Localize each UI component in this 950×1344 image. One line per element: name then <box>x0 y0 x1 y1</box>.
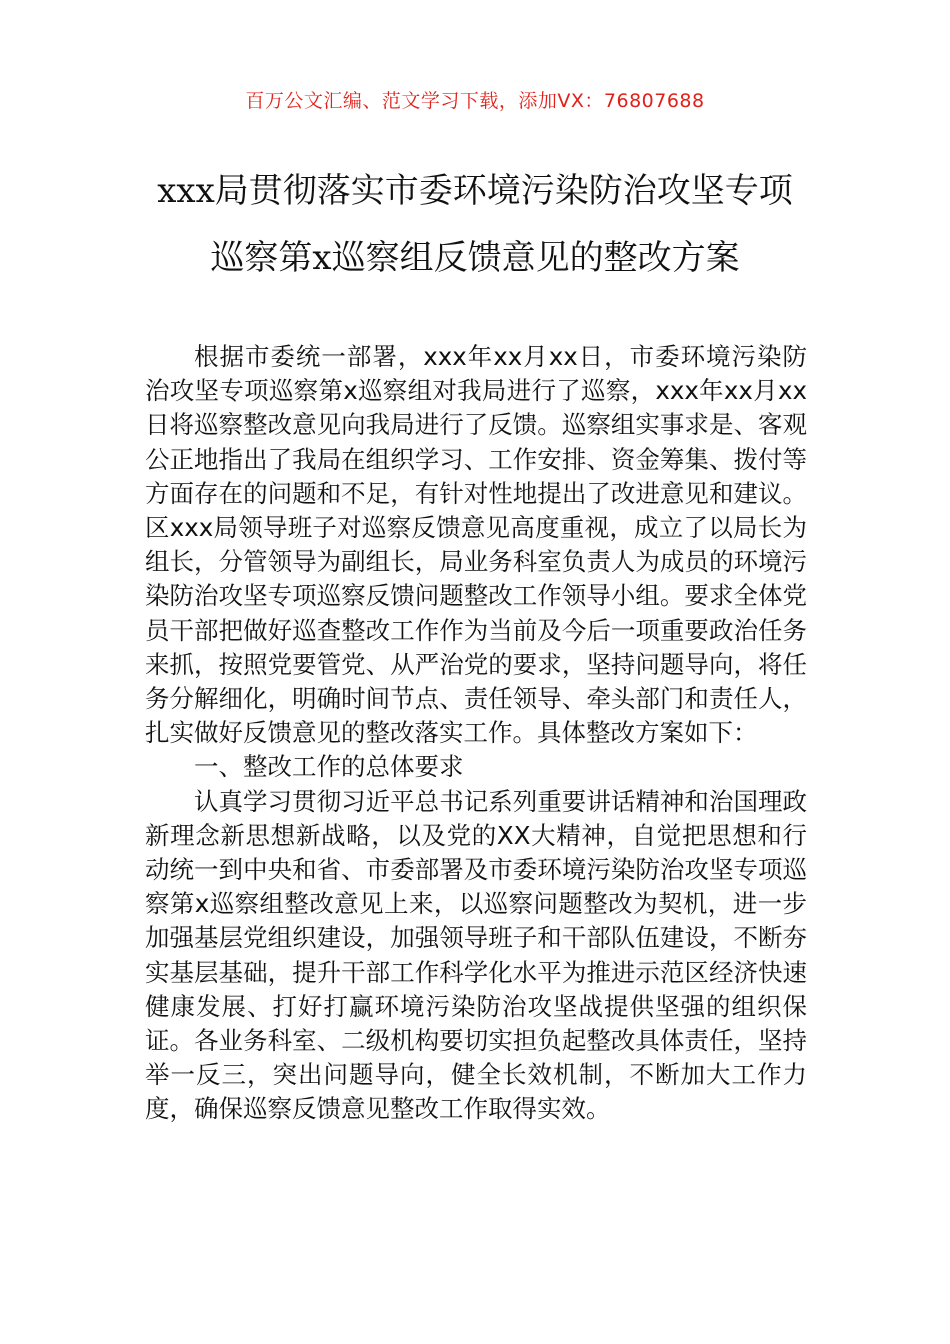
section-heading-1: 一、整改工作的总体要求 <box>194 752 464 782</box>
title-line-1: xxx局贯彻落实市委环境污染防治攻坚专项 <box>157 171 793 211</box>
watermark-banner: 百万公文汇编、范文学习下载，添加VX：76807688 <box>245 90 705 112</box>
document-title <box>100 158 850 292</box>
paragraph-intro: 根据市委统一部署，xxx年xx月xx日，市委环境污染防治攻坚专项巡察第x巡察组对我局进行了巡察，xxx年xx月xx日将巡察整改意见向我局进行了反馈。巡察组实事求是、客观公正地指出了我局在组织学习、工作安排、资金筹集、拨付等方面存在的问题和不足，有针对性地提出了改进意见和建议。区xxx局领导班子对巡察反馈意见高度重视，成立了以局长为组长，分管领导为副组长，局业务科室负责人为成员的环境污染防治攻坚专项巡察反馈问题整改工作领导小组。要求全体党员干部把做好巡查整改工作作为当前及今后一项重要政治任务来抓，按照党要管党、从严治党的要求，坚持问题导向，将任务分解细化，明确时间节点、责任领导、牵头部门和责任人，扎实做好反馈意见的整改落实工作。具体整改方案如下： <box>145 342 807 748</box>
document-body <box>145 340 807 1127</box>
title-line-2: 巡察第x巡察组反馈意见的整改方案 <box>210 238 740 278</box>
paragraph-requirements: 认真学习贯彻习近平总书记系列重要讲话精神和治国理政新理念新思想新战略，以及党的XX大精神，自觉把思想和行动统一到中央和省、市委部署及市委环境污染防治攻坚专项巡察第x巡察组整改意见上来，以巡察问题整改为契机，进一步加强基层党组织建设，加强领导班子和干部队伍建设，不断夯实基层基础，提升干部工作科学化水平为推进示范区经济快速健康发展、打好打赢环境污染防治攻坚战提供坚强的组织保证。各业务科室、二级机构要切实担负起整改具体责任，坚持举一反三，突出问题导向，健全长效机制，不断加大工作力度，确保巡察反馈意见整改工作取得实效。 <box>145 786 807 1124</box>
